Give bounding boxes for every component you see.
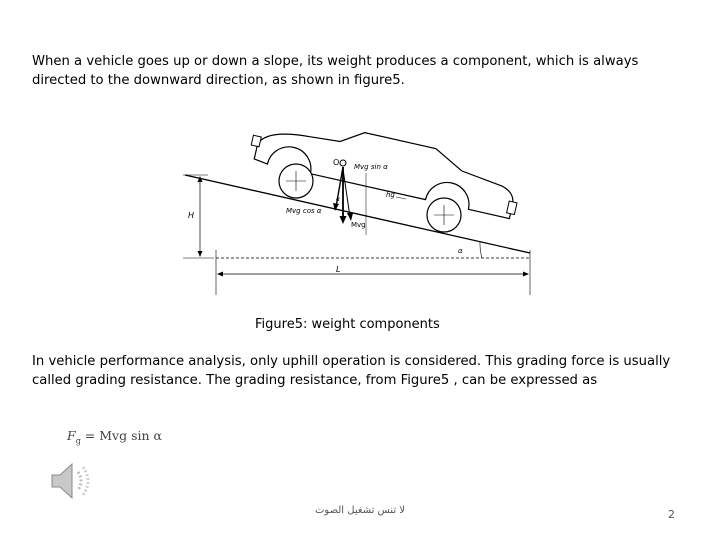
parallel-component-label: Mvg sin α xyxy=(354,163,388,171)
weight-label: Mvg xyxy=(351,221,366,229)
page-number: 2 xyxy=(668,508,675,521)
formula-lhs: F xyxy=(67,428,76,443)
rear-wheel xyxy=(427,198,461,232)
weight-components-figure xyxy=(178,125,538,300)
angle-label: α xyxy=(458,247,463,255)
formula-rhs: = Mvg sin α xyxy=(84,428,162,443)
center-of-gravity xyxy=(340,160,346,166)
angle-arc xyxy=(480,242,482,258)
center-label: O xyxy=(333,158,340,167)
length-label: L xyxy=(336,265,341,274)
footer-note: لا تنس تشغيل الصوت xyxy=(315,505,405,516)
speaker-icon[interactable] xyxy=(48,458,98,504)
grading-resistance-formula xyxy=(67,428,162,446)
analysis-paragraph: In vehicle performance analysis, only uphill operation is considered. This grading force is usually called grading resistance. The grading resistance, from Figure5 , can be expressed as xyxy=(32,354,671,388)
height-label: H xyxy=(188,211,195,220)
figure-caption: Figure5: weight components xyxy=(255,317,440,332)
wheel-force-label: hg xyxy=(386,191,395,199)
front-wheel xyxy=(279,164,313,198)
intro-paragraph: When a vehicle goes up or down a slope, its weight produces a component, which is always directed to the downward direction, as shown in figure5. xyxy=(32,54,639,88)
vector-angle-label: α xyxy=(336,196,340,203)
formula-lhs-sub: g xyxy=(75,436,81,446)
perpendicular-component-label: Mvg cos α xyxy=(286,207,322,215)
